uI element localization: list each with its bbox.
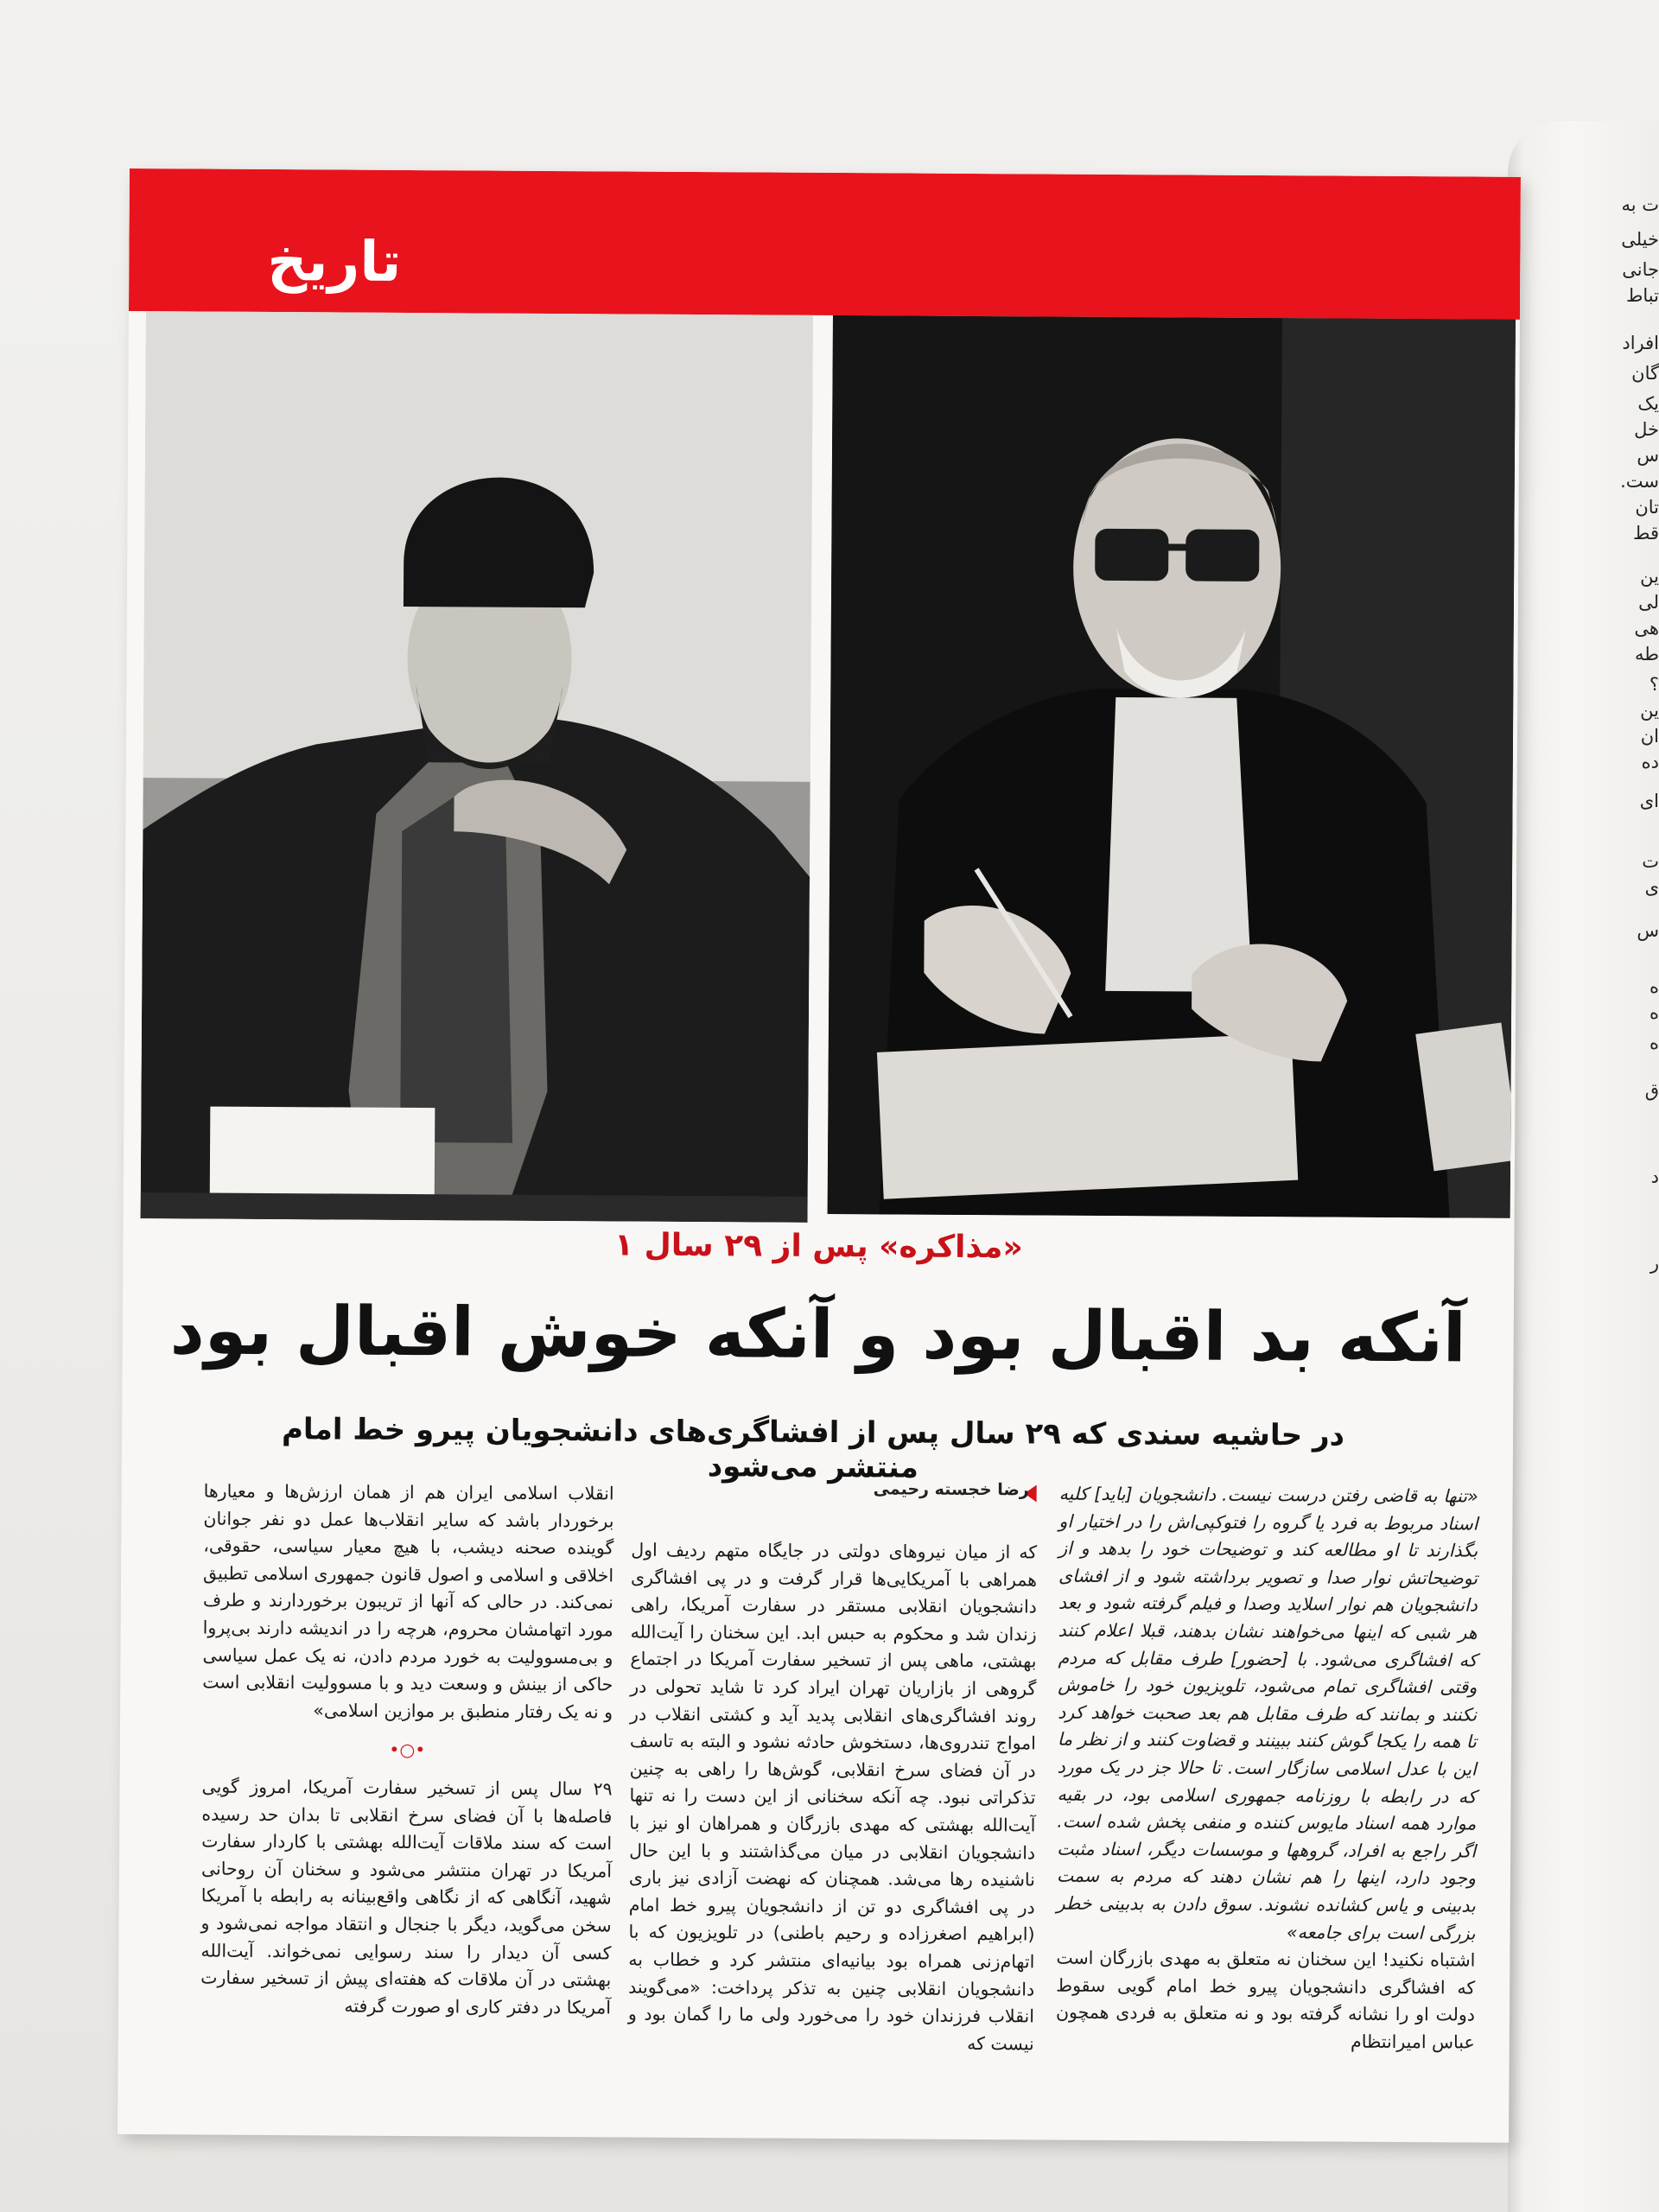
article-subheadline: در حاشیه سندی که ۲۹ سال پس از افشاگری‌های دانشجویان پیرو خط امام منتشر می‌شود bbox=[281, 1412, 1345, 1485]
adjacent-page-fragment: ه bbox=[1649, 976, 1659, 997]
portrait-left-illustration bbox=[141, 311, 813, 1223]
adjacent-page-fragment: ؟ bbox=[1649, 674, 1659, 695]
portrait-right-illustration bbox=[828, 315, 1516, 1218]
adjacent-page-fragment: قط bbox=[1633, 523, 1659, 543]
adjacent-page-fragment: س bbox=[1637, 445, 1659, 466]
adjacent-page-fragment: ت bbox=[1642, 851, 1659, 872]
adjacent-page-fragment: ای bbox=[1639, 791, 1659, 811]
adjacent-page-fragment: ق bbox=[1644, 1080, 1659, 1101]
column-left-text-1: انقلاب اسلامی ایران هم از همان ارزش‌ها و معیارها برخوردار باشد که سایر انقلاب‌ها عمل دو نفر جوانان گوینده صحنه دیشب، با هیچ معیار سیاسی، حقوقی، اخلاقی و اسلامی و اصول قانون جمهوری اسلامی تطبیق نمی‌کند. در حالی که آنها از تریبون برخوردارند و طرف مورد اتهامشان محروم، هرچه را در اندیشه دارند بی‌پروا و بی‌مسوولیت به خورد مردم دادن، نه یک عمل سیاسی حاکی از بینش و وسعت دید و با مسوولیت انقلابی است و نه یک رفتار منطبق بر موازین اسلامی» bbox=[202, 1480, 614, 1723]
column-left-text-2: ۲۹ سال پس از تسخیر سفارت آمریکا، امروز گویی فاصله‌ها با آن فضای سرخ انقلابی تا بدان حد رسیده است که سند ملاقات آیت‌الله بهشتی با کاردار سفارت آمریکا در تهران منتشر می‌شود و سخنان آن روحانی شهید، آنگاهی که از نگاهی واقع‌بینانه به رابطه با آمریکا سخن می‌گوید، دیگر با جنجال و انتقاد مواجه نمی‌شود و کسی آن دیدار را سند رسوایی نمی‌خواند. آیت‌الله بهشتی در آن ملاقات که هفته‌ای پیش از تسخیر سفارت آمریکا در دفتر کاری او صورت گرفته bbox=[200, 1776, 613, 2018]
portrait-photo-right bbox=[828, 315, 1516, 1218]
article-kicker: «مذاکره» پس از ۲۹ سال ۱ bbox=[613, 1227, 1023, 1266]
adjacent-page-fragment: گان bbox=[1631, 363, 1659, 384]
article-headline: آنکه بد اقبال بود و آنکه خوش اقبال بود bbox=[169, 1292, 1466, 1378]
adjacent-page-fragment: ی bbox=[1644, 877, 1659, 898]
column-separator: •○• bbox=[389, 1739, 426, 1761]
magazine-page bbox=[118, 168, 1521, 2143]
adjacent-page-fragment: هی bbox=[1634, 618, 1659, 639]
portrait-photo-left bbox=[141, 311, 813, 1223]
adjacent-page-fragment: ت به bbox=[1621, 194, 1659, 215]
adjacent-page-fragment: د bbox=[1650, 1166, 1659, 1187]
column-right-quote: «تنها به قاضی رفتن درست نیست. دانشجویان [باید] کلیه اسناد مربوط به فرد یا گروه را فتوکپی‌اش را در اختیار او بگذارند تا او مطالعه کند و توضیحات خود را بدهد و از توضیحاتش نوار صدا و تصویر برداشته شود و از افشای دانشجویان هم نوار اسلاید وصدا و فیلم گرفته شود و بعد هر شبی که اینها می‌خواهند نشان بدهند، قبلا اعلام کنند که افشاگری می‌شود. با [حضور] طرف مقابل که مردم وقتی افشاگری تمام می‌شود، تلویزیون خود را خاموش نکنند و بمانند که طرف مقابل هم بعد صحبت خواهد کرد تا همه را یکجا گوش کنند ببینند و قضاوت کنند و از نظر ما این با عدل اسلامی سازگار است. تا حالا جز در یک مورد که در رابطه با روزنامه جمهوری اسلامی بود، در بقیه موارد همه اسناد مایوس کننده و منفی پخش شده است. اگر راجع به افراد، گروهها و موسسات دیگر، اسناد مثبت وجود دارد، اینها را هم نشان دهند که مردم به سمت بدبینی و یاس کشانده نشوند. سوق دادن به بدبینی خطر بزرگی است برای جامعه» bbox=[1056, 1483, 1478, 1944]
article-column-left bbox=[200, 1478, 614, 2022]
adjacent-page-fragment: ست. bbox=[1620, 471, 1659, 492]
adjacent-page-fragment: ه bbox=[1649, 1002, 1659, 1023]
adjacent-page-fragment: ر bbox=[1649, 1253, 1659, 1274]
adjacent-page-fragment: ده bbox=[1641, 752, 1659, 772]
adjacent-page-fragment: افراد bbox=[1622, 333, 1659, 353]
adjacent-page bbox=[1508, 121, 1659, 2212]
adjacent-page-fragment: طه bbox=[1635, 644, 1659, 664]
adjacent-page-fragment: یک bbox=[1637, 393, 1659, 414]
adjacent-page-fragment: خل bbox=[1634, 419, 1659, 440]
adjacent-page-fragment: جانی bbox=[1622, 259, 1659, 280]
adjacent-page-fragment: لی bbox=[1638, 592, 1659, 613]
adjacent-page-fragment: ین bbox=[1640, 700, 1659, 721]
adjacent-page-fragment: تباط bbox=[1625, 285, 1659, 306]
adjacent-page-fragment: ین bbox=[1640, 566, 1659, 587]
article-byline: رضا خجسته رحیمی bbox=[873, 1479, 1029, 1500]
column-middle-text: که از میان نیروهای دولتی در جایگاه متهم ردیف اول همراهی با آمریکایی‌ها قرار گرفت و در پی افشاگری دانشجویان انقلابی مستقر در سفارت آمریکا، راهی زندان شد و محکوم به حبس ابد. این سخنان را آیت‌الله بهشتی، ماهی پس از تسخیر سفارت آمریکا در اجتماع گروهی از بازاریان تهران ایراد کرد تا شاید تحولی در روند افشاگری‌های انقلابی پدید آید و کشتی انقلاب در امواج تندروی‌ها، دستخوش حادثه نشود و البته به تاسف در آن فضای سرخ انقلابی، گوش‌ها را راهی به چنین تذکراتی نبود. چه آنکه سخنانی از این دست را نه تنها آیت‌الله بهشتی که مهدی بازرگان و همراهان او نیز با دانشجویان انقلابی در میان می‌گذاشتند و با این حال ناشنیده رها می‌شد. همچنان که نهضت آزادی نیز باری در پی افشاگری دو تن از دانشجویان پیرو خط امام (ابراهیم اصغرزاده و رحیم باطنی) در تلویزیون که با اتهام‌زنی همراه بود بیانیه‌ای منتشر کرد و خطاب به دانشجویان انقلابی چنین به تذکر پرداخت: «می‌گویند انقلاب فرزندان خود را می‌خورد ولی ما را گمان بود و نیست که bbox=[627, 1539, 1038, 2055]
adjacent-page-fragment: تان bbox=[1635, 497, 1659, 518]
section-banner bbox=[129, 168, 1521, 320]
adjacent-page-fragment: ان bbox=[1640, 726, 1659, 747]
adjacent-page-fragment: خیلی bbox=[1621, 229, 1659, 250]
adjacent-page-fragment: س bbox=[1637, 920, 1659, 941]
adjacent-page-fragment: ه bbox=[1649, 1033, 1659, 1053]
article-column-right bbox=[1056, 1481, 1478, 2056]
article-column-middle bbox=[628, 1537, 1038, 2058]
section-title: تاریخ bbox=[267, 229, 402, 295]
column-right-tail: اشتباه نکنید! این سخنان نه متعلق به مهدی بازرگان است که افشاگری دانشجویان پیرو خط امام گویی سقوط دولت او را نشانه گرفته بود و نه متعلق به فردی همچون عباس امیرانتظام bbox=[1055, 1947, 1476, 2053]
